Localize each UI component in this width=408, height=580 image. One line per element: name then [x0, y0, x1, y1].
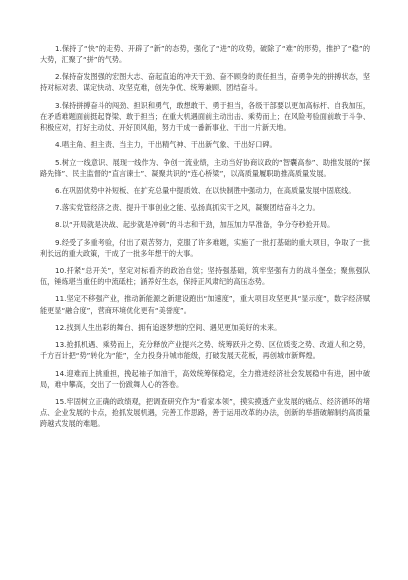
- list-item: 4.唱主角、担主责、当主力，干出精气神、干出新气象、干出好口碑。: [55, 140, 277, 150]
- list-item: 13.抢抓机遇、乘势而上，充分释放产业提兴之势、统筹跃升之势、区位质变之势、改道人和之势，千方百计把“势”转化为“能”，全力投身升城市能级，打破发展天花板，再创城市新辉煌。: [40, 340, 370, 361]
- list-item: 8.以“开局就是决战、起步就是冲刺”的斗志和干劲，加压加力早准备，争分夺秒抢开局。: [55, 220, 335, 230]
- list-item: 10.扦紧“总开关”，坚定对标看齐的政治自觉；坚持强基础，筑牢坚强有力的战斗堡垒；聚焦强队伍，锤炼堪当重任的中流砥柱；涵养好生态，保持正风肃纪的高压态势。: [40, 266, 370, 287]
- list-item: 2.保持奋发图强的宏图大志、奋起直追的冲天干劲、奋不顾身的责任担当，奋勇争先的拼搏状态，坚持对标对表、谋定快动、攻坚克难，创先争优、统筹兼顾、团结奋斗。: [40, 72, 370, 93]
- list-item: 15.牢固树立正确的政绩观，把调查研究作为“看家本领”，摸实摸透产业发展的痛点、经济循环的堵点、企业发展的卡点，抢抓发展机遇，完善工作思路，善于运用改革的办法，创新的举措破解制约高质量跨越式发展的难题。: [40, 396, 370, 429]
- list-item: 9.经受了多重考验，付出了艰苦努力，克服了许多难题，实施了一批打基础的重大项目，争取了一批利长远的重大政策，干成了一批多年想干的大事。: [40, 237, 370, 258]
- list-item: 12.找到人生出彩的舞台、拥有追逐梦想的空间、遇见更加美好的未来。: [55, 322, 282, 332]
- list-item: 11.坚定不移强产业，推动新能源之新建设跑出“加速度”，重大项目攻坚更具“显示度”，数字经济赋能更显“融合度”，营商环境优化更有“美誉度”。: [40, 294, 370, 315]
- list-item: 1.保持了“快”的走势、开辟了“新”的态势，强化了“进”的攻势，破除了“难”的形势，推护了“稳”的大势，汇聚了“拼”的气势。: [40, 44, 370, 65]
- list-item: 7.落实党管经济之责、提升干事创业之能、弘扬真抓实干之风，凝聚团结奋斗之力。: [55, 203, 320, 213]
- list-item: 6.在巩固优势中补短板、在扩充总量中提质效、在以快制胜中强动力，在高质量发展中固底线。: [55, 185, 356, 195]
- list-item: 3.保持拼搏奋斗的闯劲、担识和勇气，敢想敢干、勇于担当，各级干部要以更加高标杆、自我加压，在矛盾难题面前挺起脊梁、敢于担当；在重大机遇面前主动出击、乘势而上；在风险考验面前敢于斗争、积极应对，打好主动仗、开好顶风船，努力干成一番新事业、干出一片新天地。: [40, 100, 370, 132]
- list-item: 14.迎难而上挑重担，挽起袖子加油干，高效统筹保稳定，全力推进经济社会发展稳中有进，困中破局，难中攀高，交出了一份跋舞人心的答卷。: [40, 368, 370, 389]
- list-item: 5.树立一线意识、展现一线作为、争创一流业绩，主动当好协商议政的“智囊高参”、助推发展的“探路先锋”、民主监督的“直言谏士”、凝聚共识的“连心桥梁”，以高质量履职助推高质量发展。: [40, 157, 370, 178]
